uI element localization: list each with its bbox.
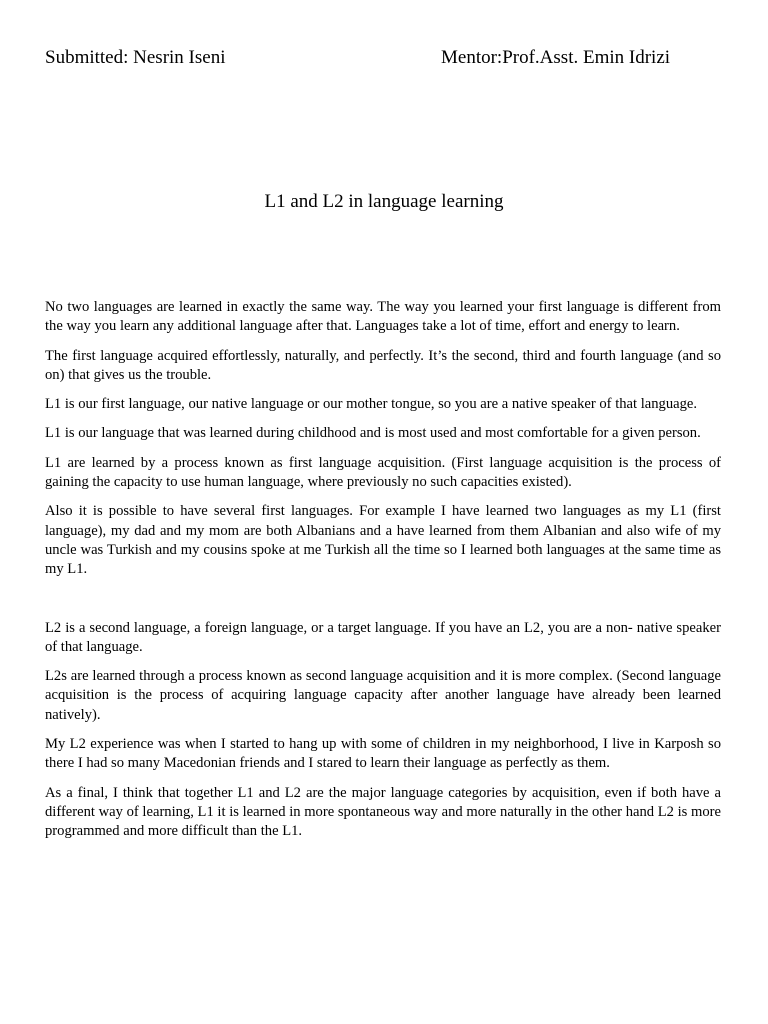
paragraph: L1 is our first language, our native language or our mother tongue, so you are a native speaker of that language.	[45, 396, 698, 413]
paragraph: Also it is possible to have several first languages. For example I have learned two languages as my L1 (first language), my dad and my mom are both Albanians and a have learned from them Albanian and also wife of my uncle was Turkish and my cousins spoke at me Turkish all the time so I learned both languages at the same time as my L1.	[45, 503, 721, 578]
document-title: L1 and L2 in language learning	[264, 191, 504, 212]
paragraph: The first language acquired effortlessly, naturally, and perfectly. It’s the second, third and fourth language (and so on) that gives us the trouble.	[45, 347, 721, 383]
mentor-name: Mentor:Prof.Asst. Emin Idrizi	[441, 47, 671, 68]
paragraph: L1 are learned by a process known as first language acquisition. (First language acquisition is the process of gaining the capacity to use human language, where previously no such capacities existed).	[45, 454, 721, 491]
paragraph: My L2 experience was when I started to hang up with some of children in my neighborhood, I live in Karposh so there I had so many Macedonian friends and I stared to learn their language as perfectly as them.	[45, 736, 721, 772]
submitted-by: Submitted: Nesrin Iseni	[45, 47, 226, 68]
document-body	[45, 298, 721, 852]
paragraph: As a final, I think that together L1 and L2 are the major language categories by acquisition, even if both have a different way of learning, L1 it is learned in more spontaneous way and more naturally in the other hand L2 is more programmed and more difficult than the L1.	[45, 784, 721, 840]
paragraph: No two languages are learned in exactly the same way. The way you learned your first language is different from the way you learn any additional language after that. Languages take a lot of time, effort and energy to learn.	[45, 299, 721, 335]
paragraph: L2 is a second language, a foreign language, or a target language. If you have an L2, you are a non- native speaker of that language.	[45, 619, 721, 655]
paragraph: L1 is our language that was learned during childhood and is most used and most comfortable for a given person.	[45, 425, 701, 442]
paragraph: L2s are learned through a process known as second language acquisition and it is more complex. (Second language acquisition is the process of acquiring language capacity after another language have already been learned natively).	[45, 668, 721, 723]
